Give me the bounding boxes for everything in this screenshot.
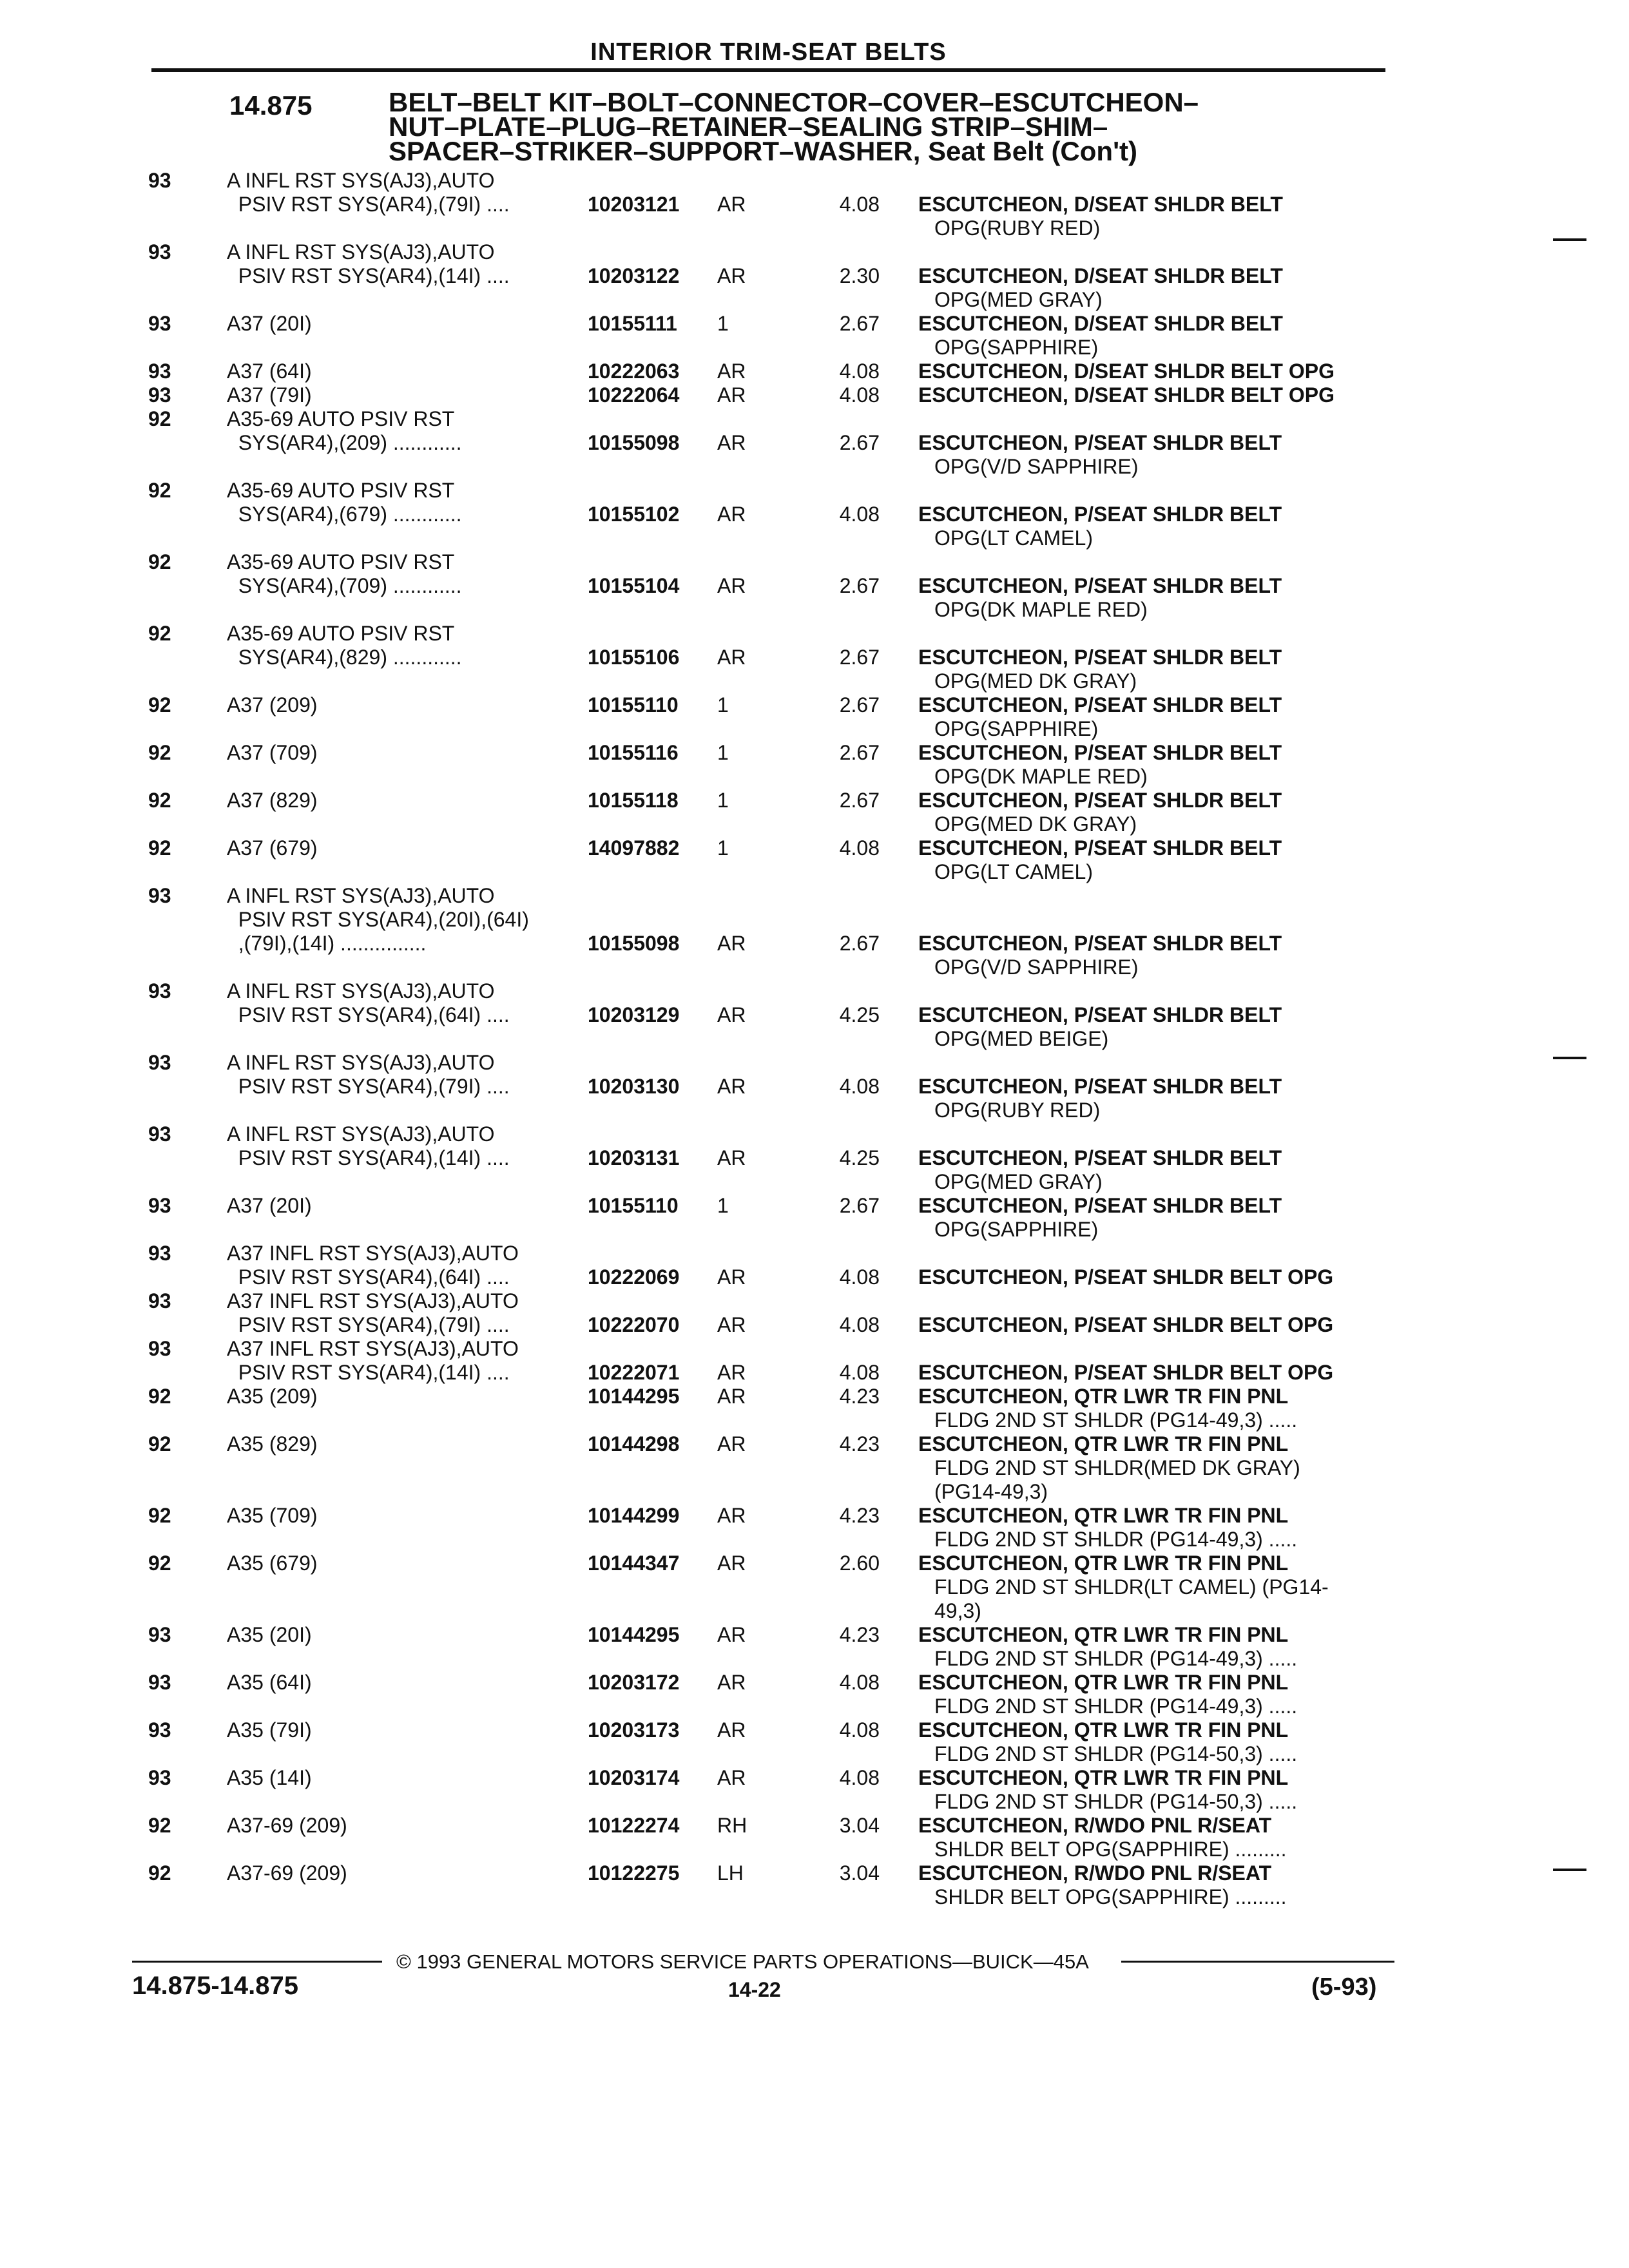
description-text: ESCUTCHEON, P/SEAT SHLDR BELT	[918, 741, 1282, 764]
table-row	[0, 1861, 1629, 1909]
application-text: A INFL RST SYS(AJ3),AUTO	[227, 884, 495, 907]
section-title-line: NUT–PLATE–PLUG–RETAINER–SEALING STRIP–SHIM–	[389, 111, 1108, 142]
series-code: 93	[148, 240, 171, 264]
application-text: A35 (209)	[227, 1385, 318, 1408]
margin-tick	[1553, 1869, 1586, 1871]
series-code: 93	[148, 383, 171, 407]
price: 2.67	[839, 312, 880, 335]
series-code: 93	[148, 1122, 171, 1146]
description-text: ESCUTCHEON, QTR LWR TR FIN PNL	[918, 1766, 1289, 1789]
quantity: AR	[717, 1766, 746, 1789]
quantity: AR	[717, 383, 746, 407]
part-number: 10222064	[588, 383, 680, 407]
part-number: 10144299	[588, 1504, 680, 1527]
price: 2.67	[839, 741, 880, 764]
table-row	[0, 169, 1629, 240]
application-text: A35 (14I)	[227, 1766, 312, 1789]
part-number: 10155110	[588, 693, 679, 716]
application-text: ,(79I),(14I) ...............	[227, 932, 427, 955]
description-text: FLDG 2ND ST SHLDR (PG14-49,3) .....	[934, 1695, 1298, 1718]
application-text: PSIV RST SYS(AR4),(14I) ....	[227, 1146, 510, 1169]
description-text: OPG(V/D SAPPHIRE)	[934, 956, 1139, 979]
table-row	[0, 1337, 1629, 1385]
table-row	[0, 1289, 1629, 1337]
part-number: 10144295	[588, 1385, 680, 1408]
quantity: AR	[717, 646, 746, 669]
part-number: 10122275	[588, 1861, 680, 1885]
footer-rule	[1121, 1961, 1394, 1963]
table-row	[0, 1623, 1629, 1671]
description-text: OPG(MED GRAY)	[934, 1170, 1103, 1193]
application-text: A35 (679)	[227, 1552, 318, 1575]
quantity: AR	[717, 1718, 746, 1742]
description-text: ESCUTCHEON, P/SEAT SHLDR BELT	[918, 646, 1282, 669]
table-row	[0, 1671, 1629, 1718]
section-number: 14.875	[229, 90, 313, 120]
series-code: 92	[148, 741, 171, 764]
application-text: A35 (20I)	[227, 1623, 312, 1646]
application-text: A INFL RST SYS(AJ3),AUTO	[227, 979, 495, 1003]
part-number: 10155104	[588, 574, 680, 597]
price: 2.67	[839, 693, 880, 716]
part-number: 10144298	[588, 1432, 680, 1456]
series-code: 93	[148, 312, 171, 335]
application-text: A37 (79I)	[227, 383, 312, 407]
price: 4.23	[839, 1504, 880, 1527]
table-row	[0, 1385, 1629, 1432]
price: 2.60	[839, 1552, 880, 1575]
series-code: 93	[148, 1337, 171, 1360]
description-text: OPG(SAPPHIRE)	[934, 717, 1099, 740]
application-text: A37 (709)	[227, 741, 318, 764]
description-text: FLDG 2ND ST SHLDR (PG14-50,3) .....	[934, 1790, 1298, 1813]
application-text: A35 (709)	[227, 1504, 318, 1527]
series-code: 93	[148, 1194, 171, 1217]
quantity: 1	[717, 693, 729, 716]
price: 4.08	[839, 1265, 880, 1289]
header-rule	[151, 68, 1385, 72]
part-number: 10144347	[588, 1552, 680, 1575]
price: 4.23	[839, 1432, 880, 1456]
table-row	[0, 789, 1629, 836]
price: 4.08	[839, 1766, 880, 1789]
table-row	[0, 884, 1629, 979]
price: 3.04	[839, 1861, 880, 1885]
table-row	[0, 1552, 1629, 1623]
description-text: ESCUTCHEON, P/SEAT SHLDR BELT	[918, 574, 1282, 597]
quantity: AR	[717, 1432, 746, 1456]
application-text: A37 (64I)	[227, 360, 312, 383]
part-number: 10222069	[588, 1265, 680, 1289]
part-number: 14097882	[588, 836, 680, 860]
description-text: ESCUTCHEON, QTR LWR TR FIN PNL	[918, 1552, 1289, 1575]
quantity: AR	[717, 1265, 746, 1289]
part-number: 10122274	[588, 1814, 680, 1837]
table-row	[0, 550, 1629, 622]
description-text: OPG(MED DK GRAY)	[934, 669, 1137, 693]
description-text: ESCUTCHEON, QTR LWR TR FIN PNL	[918, 1671, 1289, 1694]
application-text: A35 (829)	[227, 1432, 318, 1456]
footer-section-range: 14.875-14.875	[132, 1972, 299, 2000]
quantity: AR	[717, 574, 746, 597]
application-text: A37 INFL RST SYS(AJ3),AUTO	[227, 1289, 519, 1312]
section-title	[389, 87, 1420, 166]
price: 4.08	[839, 503, 880, 526]
parts-list	[0, 169, 1629, 1909]
description-text: FLDG 2ND ST SHLDR (PG14-49,3) .....	[934, 1528, 1298, 1551]
table-row	[0, 312, 1629, 360]
application-text: A INFL RST SYS(AJ3),AUTO	[227, 169, 495, 192]
description-text: SHLDR BELT OPG(SAPPHIRE) .........	[934, 1838, 1287, 1861]
table-row	[0, 383, 1629, 407]
description-text: ESCUTCHEON, D/SEAT SHLDR BELT OPG	[918, 360, 1335, 383]
application-text: PSIV RST SYS(AR4),(20I),(64I)	[227, 908, 529, 931]
table-row	[0, 1051, 1629, 1122]
table-row	[0, 1718, 1629, 1766]
quantity: 1	[717, 789, 729, 812]
series-code: 93	[148, 1623, 171, 1646]
price: 4.08	[839, 383, 880, 407]
application-text: A35-69 AUTO PSIV RST	[227, 550, 455, 573]
application-text: A35 (79I)	[227, 1718, 312, 1742]
quantity: LH	[717, 1861, 744, 1885]
table-row	[0, 1242, 1629, 1289]
description-text: SHLDR BELT OPG(SAPPHIRE) .........	[934, 1885, 1287, 1908]
application-text: A37-69 (209)	[227, 1861, 347, 1885]
application-text: A37 (679)	[227, 836, 318, 860]
description-text: FLDG 2ND ST SHLDR(MED DK GRAY)	[934, 1456, 1300, 1479]
series-code: 93	[148, 1766, 171, 1789]
quantity: RH	[717, 1814, 747, 1837]
application-text: A37 (20I)	[227, 312, 312, 335]
series-code: 92	[148, 479, 171, 502]
footer-rule	[132, 1961, 382, 1963]
series-code: 92	[148, 1861, 171, 1885]
quantity: AR	[717, 1385, 746, 1408]
part-number: 10222070	[588, 1313, 680, 1336]
part-number: 10222071	[588, 1361, 680, 1384]
series-code: 92	[148, 836, 171, 860]
price: 2.67	[839, 1194, 880, 1217]
application-text: SYS(AR4),(679) ............	[227, 503, 462, 526]
application-text: A35-69 AUTO PSIV RST	[227, 622, 455, 645]
part-number: 10203129	[588, 1003, 680, 1026]
table-row	[0, 240, 1629, 312]
series-code: 92	[148, 1504, 171, 1527]
description-text: ESCUTCHEON, P/SEAT SHLDR BELT	[918, 1146, 1282, 1169]
part-number: 10203172	[588, 1671, 680, 1694]
part-number: 10155106	[588, 646, 680, 669]
description-text: OPG(V/D SAPPHIRE)	[934, 455, 1139, 478]
quantity: AR	[717, 360, 746, 383]
description-text: ESCUTCHEON, P/SEAT SHLDR BELT	[918, 1075, 1282, 1098]
page-header-title: INTERIOR TRIM-SEAT BELTS	[590, 39, 947, 66]
price: 3.04	[839, 1814, 880, 1837]
description-text: OPG(DK MAPLE RED)	[934, 598, 1148, 621]
table-row	[0, 1122, 1629, 1194]
price: 4.08	[839, 1075, 880, 1098]
table-row	[0, 836, 1629, 884]
description-text: OPG(MED GRAY)	[934, 288, 1103, 311]
application-text: PSIV RST SYS(AR4),(14I) ....	[227, 1361, 510, 1384]
part-number: 10155102	[588, 503, 680, 526]
application-text: A35-69 AUTO PSIV RST	[227, 479, 455, 502]
series-code: 92	[148, 1552, 171, 1575]
price: 4.08	[839, 1361, 880, 1384]
description-text: OPG(SAPPHIRE)	[934, 1218, 1099, 1241]
series-code: 93	[148, 1718, 171, 1742]
description-text: ESCUTCHEON, D/SEAT SHLDR BELT OPG	[918, 383, 1335, 407]
series-code: 92	[148, 550, 171, 573]
description-text: ESCUTCHEON, D/SEAT SHLDR BELT	[918, 312, 1283, 335]
description-text: OPG(DK MAPLE RED)	[934, 765, 1148, 788]
table-row	[0, 1194, 1629, 1242]
application-text: A INFL RST SYS(AJ3),AUTO	[227, 1051, 495, 1074]
margin-tick	[1553, 1057, 1586, 1059]
quantity: AR	[717, 1361, 746, 1384]
quantity: AR	[717, 1003, 746, 1026]
description-text: FLDG 2ND ST SHLDR (PG14-50,3) .....	[934, 1742, 1298, 1765]
quantity: AR	[717, 503, 746, 526]
price: 4.25	[839, 1003, 880, 1026]
table-row	[0, 979, 1629, 1051]
application-text: PSIV RST SYS(AR4),(79I) ....	[227, 1075, 510, 1098]
description-text: ESCUTCHEON, R/WDO PNL R/SEAT	[918, 1861, 1272, 1885]
part-number: 10155111	[588, 312, 677, 335]
part-number: 10203131	[588, 1146, 680, 1169]
application-text: SYS(AR4),(709) ............	[227, 574, 462, 597]
price: 2.30	[839, 264, 880, 287]
part-number: 10144295	[588, 1623, 680, 1646]
application-text: A37 INFL RST SYS(AJ3),AUTO	[227, 1337, 519, 1360]
series-code: 93	[148, 1671, 171, 1694]
table-row	[0, 693, 1629, 741]
footer-page-number: 14-22	[728, 1978, 781, 2001]
table-row	[0, 1432, 1629, 1504]
section-title-line: BELT–BELT KIT–BOLT–CONNECTOR–COVER–ESCUTCHEON–	[389, 87, 1199, 117]
description-text: ESCUTCHEON, P/SEAT SHLDR BELT	[918, 932, 1282, 955]
series-code: 92	[148, 693, 171, 716]
description-text: OPG(LT CAMEL)	[934, 860, 1093, 883]
series-code: 92	[148, 1385, 171, 1408]
part-number: 10203121	[588, 193, 680, 216]
quantity: AR	[717, 1623, 746, 1646]
description-text: ESCUTCHEON, P/SEAT SHLDR BELT	[918, 836, 1282, 860]
quantity: 1	[717, 312, 729, 335]
price: 4.08	[839, 1718, 880, 1742]
description-text: ESCUTCHEON, P/SEAT SHLDR BELT	[918, 503, 1282, 526]
table-row	[0, 1504, 1629, 1552]
description-text: ESCUTCHEON, P/SEAT SHLDR BELT	[918, 1194, 1282, 1217]
application-text: A37 (20I)	[227, 1194, 312, 1217]
table-row	[0, 479, 1629, 550]
application-text: SYS(AR4),(209) ............	[227, 431, 462, 454]
quantity: AR	[717, 1552, 746, 1575]
price: 2.67	[839, 431, 880, 454]
quantity: AR	[717, 1146, 746, 1169]
description-text: OPG(RUBY RED)	[934, 216, 1101, 240]
description-text: ESCUTCHEON, QTR LWR TR FIN PNL	[918, 1623, 1289, 1646]
price: 2.67	[839, 932, 880, 955]
part-number: 10155098	[588, 431, 680, 454]
application-text: PSIV RST SYS(AR4),(64I) ....	[227, 1265, 510, 1289]
description-text: ESCUTCHEON, QTR LWR TR FIN PNL	[918, 1432, 1289, 1456]
description-text: OPG(MED DK GRAY)	[934, 812, 1137, 836]
application-text: A INFL RST SYS(AJ3),AUTO	[227, 1122, 495, 1146]
series-code: 93	[148, 1051, 171, 1074]
price: 4.25	[839, 1146, 880, 1169]
application-text: A37 INFL RST SYS(AJ3),AUTO	[227, 1242, 519, 1265]
description-text: ESCUTCHEON, P/SEAT SHLDR BELT	[918, 431, 1282, 454]
application-text: PSIV RST SYS(AR4),(14I) ....	[227, 264, 510, 287]
footer-copyright: © 1993 GENERAL MOTORS SERVICE PARTS OPERATIONS—BUICK—45A	[396, 1950, 1089, 1973]
price: 4.23	[839, 1385, 880, 1408]
series-code: 92	[148, 407, 171, 430]
series-code: 93	[148, 360, 171, 383]
quantity: 1	[717, 836, 729, 860]
table-row	[0, 360, 1629, 383]
application-text: A37 (829)	[227, 789, 318, 812]
series-code: 93	[148, 1242, 171, 1265]
application-text: PSIV RST SYS(AR4),(79I) ....	[227, 1313, 510, 1336]
quantity: AR	[717, 264, 746, 287]
price: 4.23	[839, 1623, 880, 1646]
quantity: AR	[717, 431, 746, 454]
margin-tick	[1553, 238, 1586, 241]
application-text: A37 (209)	[227, 693, 318, 716]
part-number: 10155116	[588, 741, 679, 764]
description-text: OPG(SAPPHIRE)	[934, 336, 1099, 359]
quantity: AR	[717, 1313, 746, 1336]
price: 4.08	[839, 193, 880, 216]
description-text: OPG(RUBY RED)	[934, 1099, 1101, 1122]
table-row	[0, 622, 1629, 693]
description-text: (PG14-49,3)	[934, 1480, 1048, 1503]
application-text: A35-69 AUTO PSIV RST	[227, 407, 455, 430]
description-text: 49,3)	[934, 1599, 981, 1622]
description-text: ESCUTCHEON, D/SEAT SHLDR BELT	[918, 264, 1283, 287]
application-text: PSIV RST SYS(AR4),(79I) ....	[227, 193, 510, 216]
series-code: 92	[148, 789, 171, 812]
part-number: 10203122	[588, 264, 680, 287]
series-code: 92	[148, 1814, 171, 1837]
table-row	[0, 1766, 1629, 1814]
footer-date-code: (5-93)	[1311, 1974, 1377, 2001]
price: 2.67	[839, 574, 880, 597]
table-row	[0, 741, 1629, 789]
part-number: 10155110	[588, 1194, 679, 1217]
description-text: ESCUTCHEON, QTR LWR TR FIN PNL	[918, 1385, 1289, 1408]
table-row	[0, 407, 1629, 479]
price: 4.08	[839, 836, 880, 860]
application-text: A35 (64I)	[227, 1671, 312, 1694]
series-code: 93	[148, 169, 171, 192]
description-text: FLDG 2ND ST SHLDR (PG14-49,3) .....	[934, 1647, 1298, 1670]
series-code: 93	[148, 979, 171, 1003]
description-text: ESCUTCHEON, P/SEAT SHLDR BELT	[918, 693, 1282, 716]
description-text: ESCUTCHEON, R/WDO PNL R/SEAT	[918, 1814, 1272, 1837]
series-code: 93	[148, 1289, 171, 1312]
application-text: A37-69 (209)	[227, 1814, 347, 1837]
application-text: A INFL RST SYS(AJ3),AUTO	[227, 240, 495, 264]
description-text: FLDG 2ND ST SHLDR(LT CAMEL) (PG14-	[934, 1575, 1329, 1599]
price: 2.67	[839, 646, 880, 669]
quantity: AR	[717, 1075, 746, 1098]
application-text: SYS(AR4),(829) ............	[227, 646, 462, 669]
description-text: ESCUTCHEON, P/SEAT SHLDR BELT OPG	[918, 1265, 1334, 1289]
quantity: 1	[717, 741, 729, 764]
price: 4.08	[839, 360, 880, 383]
series-code: 92	[148, 1432, 171, 1456]
quantity: 1	[717, 1194, 729, 1217]
series-code: 93	[148, 884, 171, 907]
description-text: ESCUTCHEON, QTR LWR TR FIN PNL	[918, 1504, 1289, 1527]
application-text: PSIV RST SYS(AR4),(64I) ....	[227, 1003, 510, 1026]
description-text: ESCUTCHEON, P/SEAT SHLDR BELT	[918, 1003, 1282, 1026]
series-code: 92	[148, 622, 171, 645]
description-text: ESCUTCHEON, P/SEAT SHLDR BELT OPG	[918, 1361, 1334, 1384]
description-text: ESCUTCHEON, P/SEAT SHLDR BELT OPG	[918, 1313, 1334, 1336]
price: 2.67	[839, 789, 880, 812]
quantity: AR	[717, 932, 746, 955]
description-text: ESCUTCHEON, QTR LWR TR FIN PNL	[918, 1718, 1289, 1742]
description-text: OPG(LT CAMEL)	[934, 526, 1093, 550]
quantity: AR	[717, 193, 746, 216]
part-number: 10155098	[588, 932, 680, 955]
part-number: 10203174	[588, 1766, 680, 1789]
part-number: 10203173	[588, 1718, 680, 1742]
quantity: AR	[717, 1671, 746, 1694]
description-text: OPG(MED BEIGE)	[934, 1027, 1109, 1050]
part-number: 10203130	[588, 1075, 680, 1098]
part-number: 10222063	[588, 360, 680, 383]
description-text: ESCUTCHEON, P/SEAT SHLDR BELT	[918, 789, 1282, 812]
description-text: ESCUTCHEON, D/SEAT SHLDR BELT	[918, 193, 1283, 216]
price: 4.08	[839, 1313, 880, 1336]
quantity: AR	[717, 1504, 746, 1527]
table-row	[0, 1814, 1629, 1861]
section-title-line: SPACER–STRIKER–SUPPORT–WASHER, Seat Belt (Con't)	[389, 136, 1138, 166]
part-number: 10155118	[588, 789, 679, 812]
description-text: FLDG 2ND ST SHLDR (PG14-49,3) .....	[934, 1408, 1298, 1432]
price: 4.08	[839, 1671, 880, 1694]
